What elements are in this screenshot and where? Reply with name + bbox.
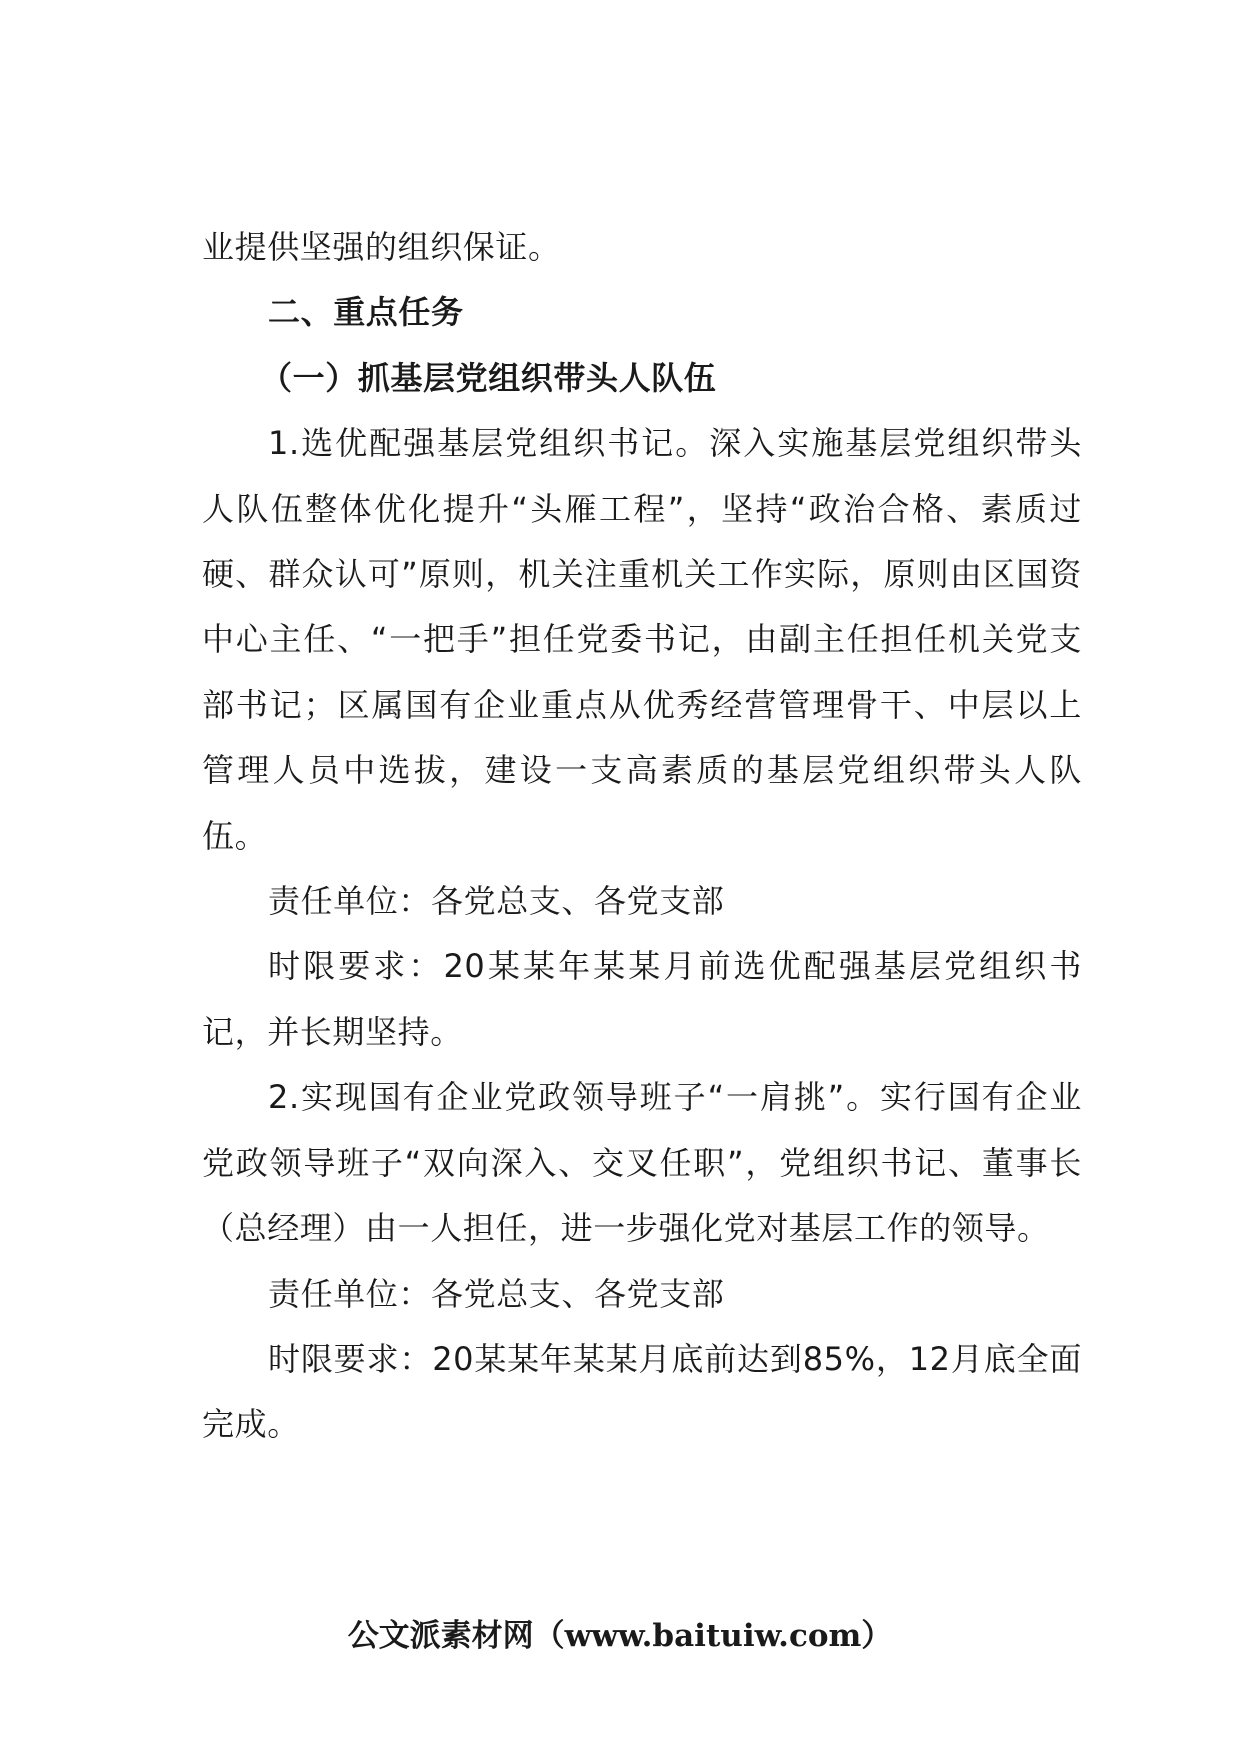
responsible-unit-2: 责任单位：各党总支、各党支部 (268, 1274, 725, 1313)
deadline-1: 时限要求：20某某年某某月前选优配强基层党组织书记，并长期坚持。 (202, 947, 1082, 1051)
deadline-2: 时限要求：20某某年某某月底前达到85%，12月底全面完成。 (202, 1339, 1082, 1444)
task-item-1: 1.选优配强基层党组织书记。深入实施基层党组织带头人队伍整体优化提升“头雁工程”，坚持“政治合格、素质过硬、群众认可”原则，机关注重机关工作实际，原则由区国资中心主任、“一把手”担任党委书记，由副主任担任机关党支部书记；区属国有企业重点从优秀经营管理骨干、中层以上管理人员中选拔，建设一支高素质的基层党组织带头人队伍。 (202, 424, 1082, 855)
responsible-unit-1: 责任单位：各党总支、各党支部 (268, 882, 725, 921)
paragraph-continuation: 业提供坚强的组织保证。 (202, 228, 561, 266)
section-heading: 二、重点任务 (268, 293, 464, 332)
document-body (202, 215, 1082, 1458)
task-item-2: 2.实现国有企业党政领导班子“一肩挑”。实行国有企业党政领导班子“双向深入、交叉任职”，党组织书记、董事长（总经理）由一人担任，进一步强化党对基层工作的领导。 (202, 1078, 1082, 1248)
footer-watermark: 公文派素材网（www.baituiw.com） (347, 1618, 893, 1654)
subsection-heading: （一）抓基层党组织带头人队伍 (260, 358, 717, 397)
